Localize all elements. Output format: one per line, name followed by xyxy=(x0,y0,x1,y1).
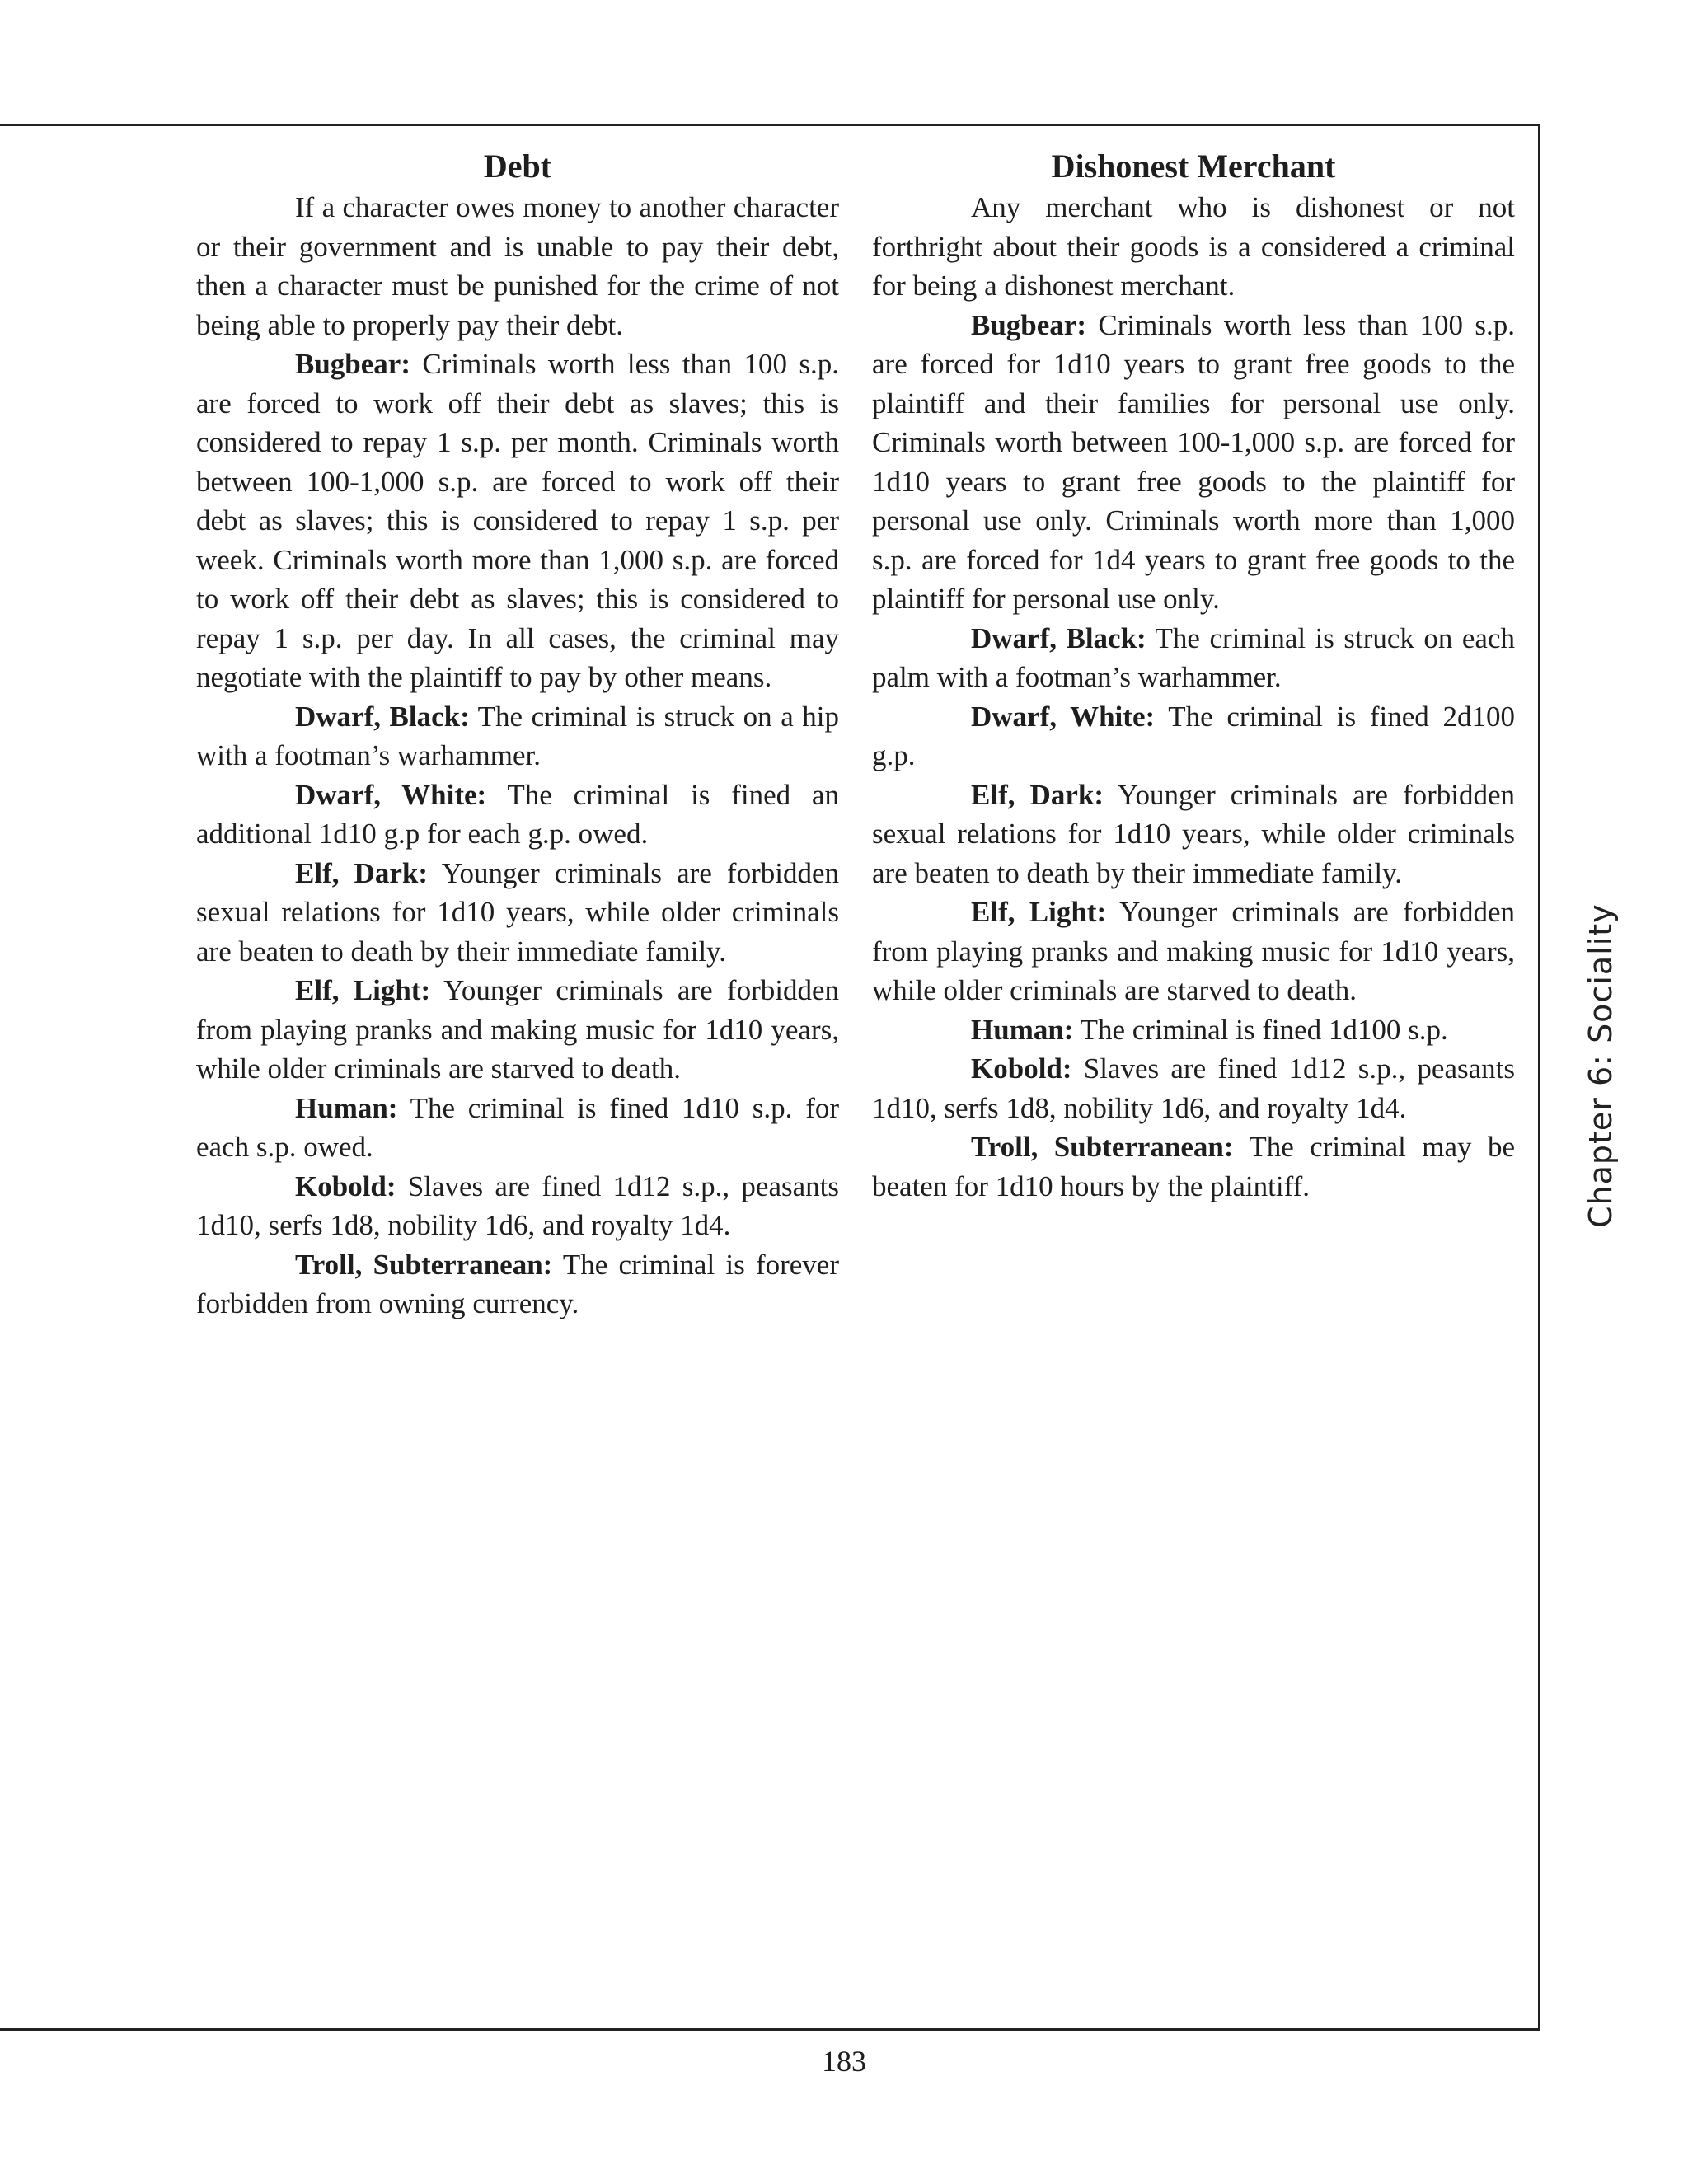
entry-label: Dwarf, White: xyxy=(971,700,1156,733)
paragraph: Human: The criminal is fined 1d100 s.p. xyxy=(971,1013,1448,1046)
paragraph: Human: The criminal is fined 1d10 s.p. for each s.p. owed. xyxy=(196,1091,839,1163)
section-heading: Dishonest Merchant xyxy=(1051,148,1336,185)
paragraph: Kobold: Slaves are fined 1d12 s.p., peasants 1d10, serfs 1d8, nobility 1d6, and royalty 1d4. xyxy=(196,1169,839,1241)
entry-label: Troll, Subterranean: xyxy=(971,1131,1234,1163)
entry-label: Bugbear: xyxy=(971,308,1086,341)
entry-label: Dwarf, White: xyxy=(295,778,487,811)
paragraph: Dwarf, Black: The criminal is struck on each palm with a footman’s warhammer. xyxy=(872,621,1515,693)
entry-label: Kobold: xyxy=(971,1052,1072,1085)
paragraph: Dwarf, White: The criminal is fined 2d100 g.p. xyxy=(872,700,1515,771)
section-heading: Debt xyxy=(483,148,552,185)
paragraph: Dwarf, White: The criminal is fined an additional 1d10 g.p for each g.p. owed. xyxy=(196,778,839,850)
paragraph: Elf, Light: Younger criminals are forbidden from playing pranks and making music for 1d10 years, while older criminals are starved to death. xyxy=(196,974,839,1085)
paragraph: Dwarf, Black: The criminal is struck on a hip with a footman’s warhammer. xyxy=(196,700,839,771)
entry-label: Elf, Dark: xyxy=(971,778,1104,811)
paragraph: Any merchant who is dishonest or not forthright about their goods is a considered a criminal for being a dishonest merchant. xyxy=(872,191,1515,302)
paragraph: Troll, Subterranean: The criminal is forever forbidden from owning currency. xyxy=(196,1248,839,1319)
paragraph: If a character owes money to another character or their government and is unable to pay their debt, then a character must be punished for the crime of not being able to properly pay their debt. xyxy=(196,191,839,341)
paragraph: Elf, Dark: Younger criminals are forbidden sexual relations for 1d10 years, while older criminals are beaten to death by their immediate family. xyxy=(196,856,839,968)
paragraph: Bugbear: Criminals worth less than 100 s.p. are forced for 1d10 years to grant free goods to the plaintiff and their families for personal use only. Criminals worth between 100-1,000 s.p. are forced for 1d10 years to grant free goods to the plaintiff for personal use only. Criminals worth more than 1,000 s.p. are forced for 1d4 years to grant free goods to the plaintiff for personal use only. xyxy=(872,308,1515,615)
left-column xyxy=(196,147,839,1324)
paragraph: Bugbear: Criminals worth less than 100 s.p. are forced to work off their debt as slaves; this is considered to repay 1 s.p. per month. Criminals worth between 100-1,000 s.p. are forced to work off their debt as slaves; this is considered to repay 1 s.p. per week. Criminals worth more than 1,000 s.p. are forced to work off their debt as slaves; this is considered to repay 1 s.p. per day. In all cases, the criminal may negotiate with the plaintiff to pay by other means. xyxy=(196,348,839,693)
entry-label: Kobold: xyxy=(295,1169,396,1202)
entry-label: Dwarf, Black: xyxy=(971,621,1146,654)
entry-label: Human: xyxy=(971,1013,1074,1046)
paragraph: Troll, Subterranean: The criminal may be beaten for 1d10 hours by the plaintiff. xyxy=(872,1131,1515,1202)
paragraph: Elf, Dark: Younger criminals are forbidden sexual relations for 1d10 years, while older criminals are beaten to death by their immediate family. xyxy=(872,778,1515,889)
entry-label: Elf, Dark: xyxy=(295,856,428,889)
entry-label: Elf, Light: xyxy=(295,974,431,1006)
entry-label: Human: xyxy=(295,1091,398,1124)
entry-label: Elf, Light: xyxy=(971,896,1107,928)
paragraph: Kobold: Slaves are fined 1d12 s.p., peasants 1d10, serfs 1d8, nobility 1d6, and royalty 1d4. xyxy=(872,1052,1515,1124)
page-number: 183 xyxy=(822,2045,866,2078)
entry-label: Dwarf, Black: xyxy=(295,700,470,733)
right-column xyxy=(872,147,1515,1206)
entry-label: Bugbear: xyxy=(295,348,410,380)
paragraph: Elf, Light: Younger criminals are forbidden from playing pranks and making music for 1d10 years, while older criminals are starved to death. xyxy=(872,896,1515,1006)
entry-label: Troll, Subterranean: xyxy=(295,1248,553,1281)
